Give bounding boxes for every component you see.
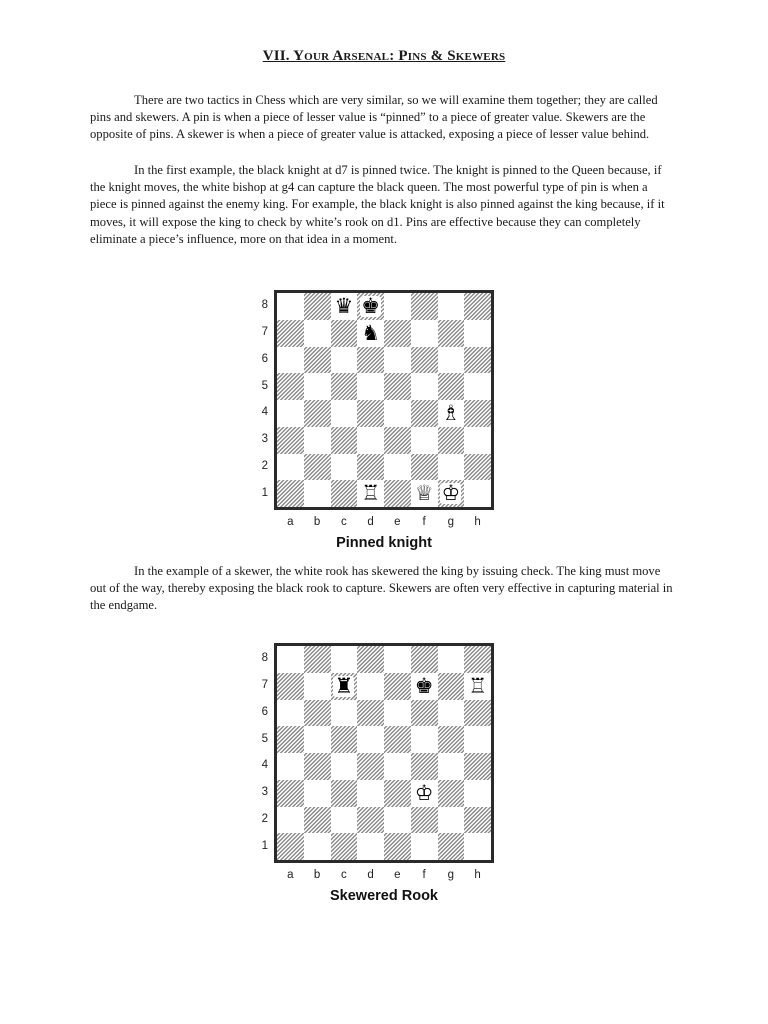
file-label: c bbox=[341, 516, 347, 528]
square-c5 bbox=[331, 373, 358, 400]
square-h1 bbox=[464, 833, 491, 860]
file-label: b bbox=[313, 869, 321, 881]
square-c7 bbox=[331, 673, 358, 700]
rank-label: 8 bbox=[261, 652, 268, 665]
square-f6 bbox=[411, 347, 438, 374]
square-h1 bbox=[464, 480, 491, 507]
rank-label: 4 bbox=[261, 759, 268, 772]
square-f5 bbox=[411, 726, 438, 753]
square-g7 bbox=[438, 320, 465, 347]
square-f4 bbox=[411, 400, 438, 427]
square-c2 bbox=[331, 807, 358, 834]
white-king-icon: ♔ bbox=[441, 481, 461, 506]
square-e6 bbox=[384, 700, 411, 727]
square-d3 bbox=[357, 780, 384, 807]
square-a5 bbox=[277, 373, 304, 400]
square-f3 bbox=[411, 780, 438, 807]
square-d5 bbox=[357, 373, 384, 400]
square-b8 bbox=[304, 293, 331, 320]
file-label: g bbox=[447, 516, 455, 528]
square-b5 bbox=[304, 373, 331, 400]
square-e5 bbox=[384, 373, 411, 400]
square-c5 bbox=[331, 726, 358, 753]
square-c1 bbox=[331, 833, 358, 860]
square-b2 bbox=[304, 454, 331, 481]
square-f8 bbox=[411, 293, 438, 320]
square-a7 bbox=[277, 673, 304, 700]
square-g2 bbox=[438, 454, 465, 481]
square-d6 bbox=[357, 700, 384, 727]
rank-label: 6 bbox=[261, 705, 268, 718]
square-e5 bbox=[384, 726, 411, 753]
file-label: f bbox=[422, 516, 426, 528]
square-a2 bbox=[277, 454, 304, 481]
square-f3 bbox=[411, 427, 438, 454]
square-f7 bbox=[411, 673, 438, 700]
rank-label: 8 bbox=[261, 299, 268, 312]
intro-paragraph: There are two tactics in Chess which are very similar, so we will examine them together; they are called pins and skewers. A pin is when a piece of lesser value is “pinned” to a piece of greater value. Skewers are the opposite of pins. A skewer is when a piece of greater value is attacked, exposing a piece of lesser value behind. bbox=[90, 93, 658, 142]
square-c8 bbox=[331, 646, 358, 673]
square-d8 bbox=[357, 293, 384, 320]
square-c8 bbox=[331, 293, 358, 320]
file-label: b bbox=[313, 516, 321, 528]
square-f2 bbox=[411, 807, 438, 834]
square-h6 bbox=[464, 347, 491, 374]
square-d1 bbox=[357, 833, 384, 860]
square-g1 bbox=[438, 480, 465, 507]
square-g8 bbox=[438, 646, 465, 673]
square-e8 bbox=[384, 293, 411, 320]
square-d1 bbox=[357, 480, 384, 507]
square-g6 bbox=[438, 347, 465, 374]
square-e2 bbox=[384, 807, 411, 834]
file-label: d bbox=[367, 516, 374, 528]
square-a3 bbox=[277, 427, 304, 454]
file-label: d bbox=[367, 869, 374, 881]
square-d6 bbox=[357, 347, 384, 374]
white-bishop-icon: ♗ bbox=[441, 400, 461, 425]
square-a5 bbox=[277, 726, 304, 753]
square-f4 bbox=[411, 753, 438, 780]
file-label: e bbox=[394, 516, 401, 528]
square-h5 bbox=[464, 726, 491, 753]
file-label: a bbox=[287, 516, 294, 528]
square-b5 bbox=[304, 726, 331, 753]
square-h7 bbox=[464, 673, 491, 700]
square-b7 bbox=[304, 320, 331, 347]
square-c1 bbox=[331, 480, 358, 507]
diagram-caption: Pinned knight bbox=[336, 535, 432, 551]
page-title: VII. Your Arsenal: Pins & Skewers bbox=[262, 48, 506, 64]
diagram-caption: Skewered Rook bbox=[330, 888, 438, 904]
rank-label: 2 bbox=[261, 812, 268, 825]
square-c3 bbox=[331, 427, 358, 454]
square-e1 bbox=[384, 480, 411, 507]
square-d2 bbox=[357, 807, 384, 834]
square-e7 bbox=[384, 320, 411, 347]
square-h7 bbox=[464, 320, 491, 347]
square-e2 bbox=[384, 454, 411, 481]
rank-label: 2 bbox=[261, 459, 268, 472]
square-f1 bbox=[411, 833, 438, 860]
square-c4 bbox=[331, 400, 358, 427]
square-g6 bbox=[438, 700, 465, 727]
square-c6 bbox=[331, 347, 358, 374]
square-g3 bbox=[438, 780, 465, 807]
square-a2 bbox=[277, 807, 304, 834]
square-g1 bbox=[438, 833, 465, 860]
rank-label: 5 bbox=[261, 732, 268, 745]
square-h8 bbox=[464, 293, 491, 320]
square-e3 bbox=[384, 780, 411, 807]
rank-label: 5 bbox=[261, 379, 268, 392]
square-b8 bbox=[304, 646, 331, 673]
square-d7 bbox=[357, 320, 384, 347]
square-c3 bbox=[331, 780, 358, 807]
chess-board bbox=[274, 643, 494, 863]
square-f7 bbox=[411, 320, 438, 347]
square-c7 bbox=[331, 320, 358, 347]
square-g8 bbox=[438, 293, 465, 320]
square-g4 bbox=[438, 753, 465, 780]
rank-label: 3 bbox=[261, 433, 268, 446]
rank-label: 7 bbox=[261, 679, 268, 692]
square-b2 bbox=[304, 807, 331, 834]
square-a4 bbox=[277, 400, 304, 427]
square-c2 bbox=[331, 454, 358, 481]
square-h4 bbox=[464, 753, 491, 780]
rank-label: 3 bbox=[261, 786, 268, 799]
square-a1 bbox=[277, 833, 304, 860]
square-b3 bbox=[304, 780, 331, 807]
square-g3 bbox=[438, 427, 465, 454]
square-b7 bbox=[304, 673, 331, 700]
black-queen-icon: ♛ bbox=[334, 293, 354, 318]
file-label: g bbox=[447, 869, 455, 881]
square-a8 bbox=[277, 646, 304, 673]
chess-board bbox=[274, 290, 494, 510]
square-d4 bbox=[357, 753, 384, 780]
square-e3 bbox=[384, 427, 411, 454]
square-e8 bbox=[384, 646, 411, 673]
square-a7 bbox=[277, 320, 304, 347]
square-g4 bbox=[438, 400, 465, 427]
square-f6 bbox=[411, 700, 438, 727]
square-b1 bbox=[304, 480, 331, 507]
pin-example-paragraph: In the first example, the black knight at d7 is pinned twice. The knight is pinned to the Queen because, if the knight moves, the white bishop at g4 can capture the black queen. The most powerful type of pin is when a piece is pinned against the enemy king. For example, the black knight is also pinned against the king because, if it moves, it will expose the king to check by white’s rook on d1. Pins are effective because they can completely eliminate a piece’s influence, more on that idea in a moment. bbox=[90, 163, 665, 246]
square-f5 bbox=[411, 373, 438, 400]
square-a3 bbox=[277, 780, 304, 807]
square-d7 bbox=[357, 673, 384, 700]
square-e7 bbox=[384, 673, 411, 700]
file-label: a bbox=[287, 869, 294, 881]
square-d8 bbox=[357, 646, 384, 673]
square-h4 bbox=[464, 400, 491, 427]
file-label: c bbox=[341, 869, 347, 881]
square-g5 bbox=[438, 373, 465, 400]
square-h3 bbox=[464, 780, 491, 807]
file-label: h bbox=[474, 516, 481, 528]
square-b3 bbox=[304, 427, 331, 454]
rank-label: 6 bbox=[261, 352, 268, 365]
square-d3 bbox=[357, 427, 384, 454]
square-a8 bbox=[277, 293, 304, 320]
square-c6 bbox=[331, 700, 358, 727]
rank-label: 7 bbox=[261, 326, 268, 339]
square-a1 bbox=[277, 480, 304, 507]
square-b6 bbox=[304, 700, 331, 727]
black-rook-icon: ♜ bbox=[334, 673, 354, 698]
black-knight-icon: ♞ bbox=[361, 320, 381, 345]
square-b6 bbox=[304, 347, 331, 374]
square-e4 bbox=[384, 753, 411, 780]
square-f1 bbox=[411, 480, 438, 507]
square-h2 bbox=[464, 454, 491, 481]
file-label: h bbox=[474, 869, 481, 881]
square-g5 bbox=[438, 726, 465, 753]
black-king-icon: ♚ bbox=[361, 293, 381, 318]
square-c4 bbox=[331, 753, 358, 780]
square-h2 bbox=[464, 807, 491, 834]
square-f8 bbox=[411, 646, 438, 673]
square-e6 bbox=[384, 347, 411, 374]
square-a4 bbox=[277, 753, 304, 780]
square-h3 bbox=[464, 427, 491, 454]
white-queen-icon: ♕ bbox=[414, 481, 434, 506]
skewer-example-paragraph: In the example of a skewer, the white rook has skewered the king by issuing check. The king must move out of the way, thereby exposing the black rook to capture. Skewers are often very effective in capturing material in the endgame. bbox=[90, 564, 673, 613]
square-d4 bbox=[357, 400, 384, 427]
square-h6 bbox=[464, 700, 491, 727]
white-rook-icon: ♖ bbox=[361, 481, 381, 506]
rank-label: 1 bbox=[261, 486, 268, 499]
square-e4 bbox=[384, 400, 411, 427]
square-h8 bbox=[464, 646, 491, 673]
square-b1 bbox=[304, 833, 331, 860]
file-label: e bbox=[394, 869, 401, 881]
square-e1 bbox=[384, 833, 411, 860]
square-b4 bbox=[304, 753, 331, 780]
square-h5 bbox=[464, 373, 491, 400]
square-a6 bbox=[277, 700, 304, 727]
square-g2 bbox=[438, 807, 465, 834]
square-g7 bbox=[438, 673, 465, 700]
square-a6 bbox=[277, 347, 304, 374]
white-king-icon: ♔ bbox=[414, 780, 434, 805]
square-f2 bbox=[411, 454, 438, 481]
black-king-icon: ♚ bbox=[414, 673, 434, 698]
rank-label: 1 bbox=[261, 839, 268, 852]
square-d2 bbox=[357, 454, 384, 481]
square-b4 bbox=[304, 400, 331, 427]
white-rook-icon: ♖ bbox=[468, 673, 488, 698]
rank-label: 4 bbox=[261, 406, 268, 419]
file-label: f bbox=[422, 869, 426, 881]
square-d5 bbox=[357, 726, 384, 753]
